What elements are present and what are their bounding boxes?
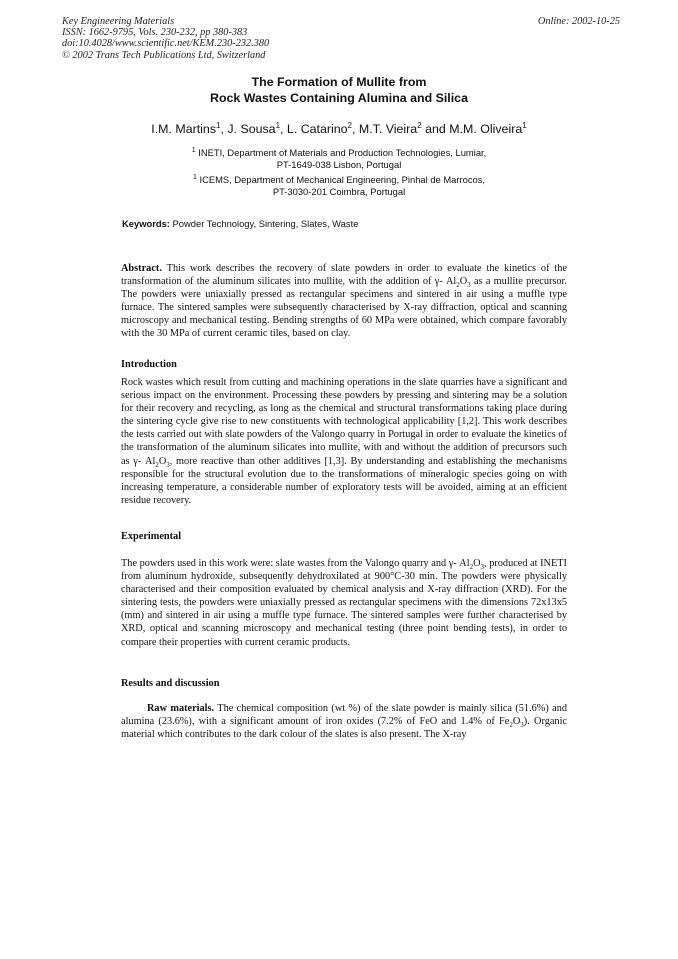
author-and: and <box>425 122 446 137</box>
intro-text-1: Rock wastes which result from cutting and machining operations in the slate quarries have a significant and serious impact on the environment. Processing these powders by pressing and sintering may be a solution for their recovery and recycling, as long as the chemical and structural transformations taking place during the sintering cycle give rise to new constituents with technological applicability [1,2]. This work describes the tests carried out with slate powders of the Valongo quarry in Portugal in order to evaluate the kinetics of the transformation of the aluminum silicates into mullite, with and without the addition of precursors such as γ- Al <box>121 377 567 467</box>
author-3: L. Catarino <box>286 122 348 137</box>
abstract-text-1: This work describes the recovery of slate powders in order to evaluate the kinetics of the transformation of the aluminum silicates into mullite, with the addition of γ- Al <box>121 263 567 288</box>
exp-text-1: The powders used in this work were: slate wastes from the Valongo quarry and γ- Al <box>121 558 470 569</box>
journal-name: Key Engineering Materials <box>62 16 175 27</box>
keywords-label: Keywords: <box>122 218 170 229</box>
intro-text-3: , more reactive than other additives [1,3]. By understanding and establishing the mechanisms responsible for the structural evolution due to the transformations of mineralogic species going on with increasing temperature, a considerable number of exploratory tests will be avoided, aiming at an efficient residue recovery. <box>121 455 567 506</box>
author-2-affil: 1 <box>275 121 281 130</box>
affiliation-1-line-1: INETI, Department of Materials and Production Technologies, Lumiar, <box>198 147 487 159</box>
abstract-label: Abstract. <box>121 263 162 274</box>
exp-text-3: , produced at INETI from aluminum hydroxide, subsequently dehydroxilated at 900°C-30 min. The powders were physically characterised and their composition evaluated by chemical analysis and X-ray diffraction (XRD). For the sintering tests, the powders were uniaxially pressed as rectangular specimens with the dimensions 72x13x5 (mm) and sintered in air using a muffle type furnace. The sintered samples were further characterised by XRD, optical and scanning microscopy and mechanical testing (three point bending tests), in order to compare their properties with current ceramic products. <box>121 558 567 648</box>
experimental-paragraph <box>121 557 567 649</box>
issn-line: ISSN: 1662-9795, Vols. 230-232, pp 380-383 <box>62 27 248 39</box>
doi-line: doi:10.4028/www.scientific.net/KEM.230-232.380 <box>62 38 270 50</box>
author-4-affil: 2 <box>417 121 422 130</box>
abstract-text-3: as a mullite precursor. The powders were uniaxially pressed as rectangular specimens and sintered in air using a muffle type furnace. The sintered samples were subsequently characterised by X-ray diffraction, optical and scanning microscopy and mechanical testing. Bending strengths of 60 MPa were obtained, which compare favorably with the 30 MPa of current ceramic tiles, based on clay. <box>121 276 567 340</box>
introduction-heading: Introduction <box>121 359 177 370</box>
intro-text-2: O <box>158 455 167 467</box>
results-heading: Results and discussion <box>121 678 220 689</box>
affiliation-2-line-1: ICEMS, Department of Mechanical Engineering, Pinhal de Marrocos, <box>199 174 486 186</box>
raw-materials-label: Raw materials. <box>147 703 215 714</box>
exp-sub-2: 3 <box>480 563 485 572</box>
paper-title <box>0 75 678 106</box>
affiliation-2-line-2: PT-3030-201 Coimbra, Portugal <box>272 186 406 198</box>
author-list: I.M. Martins$^1$, J. Sousa$^1$, L. Catarino$^2$, M.T. Vieira$^2$ and M.M. Oliveira$^1$ <box>151 121 527 137</box>
res-sub-2: 3 <box>520 721 524 730</box>
res-text-2: O <box>512 716 521 728</box>
journal-header <box>62 16 269 61</box>
affiliation-1 <box>0 145 678 171</box>
res-text-1: The chemical composition (wt %) of the slate powder is mainly silica (51.6%) and alumina (23.6%), with a significant amount of iron oxides (7.2% of FeO and 1.4% of Fe <box>121 703 568 728</box>
intro-sub-2: 3 <box>166 460 170 469</box>
author-4: M.T. Vieira <box>358 122 418 137</box>
experimental-heading: Experimental <box>121 531 182 542</box>
res-sub-1: 2 <box>509 721 513 730</box>
author-2: J. Sousa <box>227 122 276 137</box>
title-line-2: Rock Wastes Containing Alumina and Silica <box>210 90 468 105</box>
exp-text-2: O <box>473 558 481 569</box>
intro-sub-1: 2 <box>155 460 159 469</box>
author-1-affil: 1 <box>216 121 221 130</box>
author-5: M.M. Oliveira <box>449 122 523 137</box>
results-paragraph <box>121 702 567 741</box>
author-1: I.M. Martins <box>151 122 217 137</box>
abstract-paragraph <box>121 262 567 341</box>
online-date: Online: 2002-10-25 <box>537 16 620 27</box>
affiliation-1-line-2: PT-1649-038 Lisbon, Portugal <box>276 159 402 171</box>
copyright-line: © 2002 Trans Tech Publications Ltd, Switzerland <box>62 49 266 61</box>
author-3-affil: 2 <box>347 121 352 130</box>
abstract-sub-2: 3 <box>467 281 471 290</box>
introduction-paragraph <box>121 376 567 507</box>
author-5-affil: 1 <box>522 121 527 130</box>
title-line-1: The Formation of Mullite from <box>251 75 427 89</box>
keywords <box>122 218 358 229</box>
abstract-sub-1: 2 <box>456 281 460 290</box>
abstract-text-2: O <box>459 276 468 288</box>
affiliation-2 <box>0 172 678 198</box>
keywords-text: Powder Technology, Sintering, Slates, Waste <box>172 218 359 229</box>
affiliation-2-mark: 1 <box>192 174 197 181</box>
exp-sub-1: 2 <box>469 563 474 572</box>
res-text-3: ). Organic material which contributes to the dark colour of the slates is also present. The X-ray <box>121 716 567 741</box>
affiliation-1-mark: 1 <box>191 147 196 154</box>
